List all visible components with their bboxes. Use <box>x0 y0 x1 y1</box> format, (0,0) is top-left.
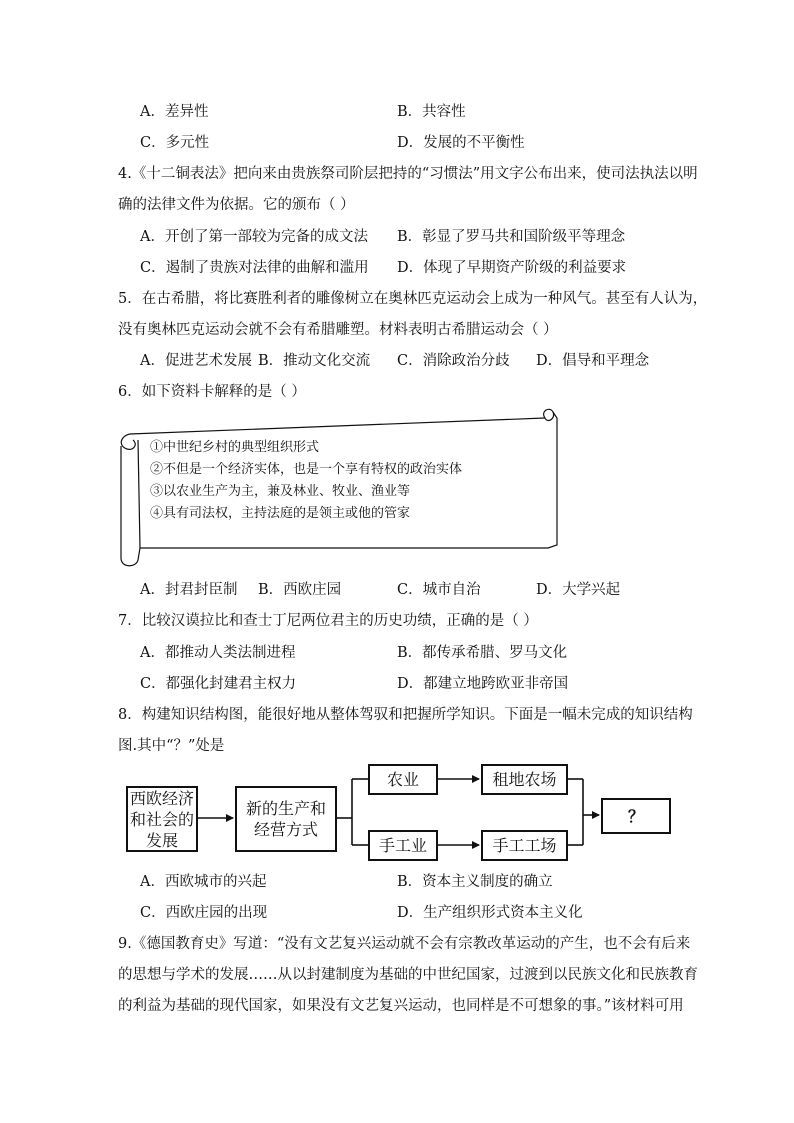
q6-option-d: D．大学兴起 <box>536 582 621 598</box>
q9-line3: 的利益为基础的现代国家，如果没有文艺复兴运动，也同样是不可想象的事。”该材料可用 <box>118 998 684 1014</box>
q6-option-b: B．西欧庄园 <box>258 582 342 598</box>
q5-stem-line2: 没有奥林匹克运动会就不会有希腊雕塑。材料表明古希腊运动会（ ） <box>118 322 558 338</box>
card-line-2: ②不但是一个经济实体，也是一个享有特权的政治实体 <box>150 462 463 477</box>
q4-stem-line2: 确的法律文件为依据。它的颁布（ ） <box>118 197 355 213</box>
q3-option-d: D．发展的不平衡性 <box>397 135 525 151</box>
q4-stem-line1: 4.《十二铜表法》把向来由贵族祭司阶层把持的“习惯法”用文字公布出来，使司法执法以明 <box>118 166 698 182</box>
card-line-3: ③以农业生产为主，兼及林业、牧业、渔业等 <box>150 484 411 499</box>
q5-option-a: A．促进艺术发展 <box>140 353 252 369</box>
diagram-box-new-production: 新的生产和经营方式 <box>235 786 337 852</box>
q5-stem-line1: 5．在古希腊，将比赛胜利者的雕像树立在奥林匹克运动会上成为一种风气。甚至有人认为， <box>118 291 708 307</box>
q9-line2: 的思想与学术的发展……从以封建制度为基础的中世纪国家，过渡到以民族文化和民族教育 <box>118 967 698 983</box>
q7-option-d: D．都建立地跨欧亚非帝国 <box>397 676 569 692</box>
q7-stem: 7．比较汉谟拉比和查士丁尼两位君主的历史功绩，正确的是（ ） <box>118 613 538 629</box>
q4-option-d: D．体现了早期资产阶级的利益要求 <box>397 260 627 276</box>
q6-stem: 6．如下资料卡解释的是（ ） <box>118 384 306 400</box>
q8-option-d: D．生产组织形式资本主义化 <box>397 905 583 921</box>
card-line-1: ①中世纪乡村的典型组织形式 <box>150 440 320 455</box>
q9-line1: 9.《德国教育史》写道：“没有文艺复兴运动就不会有宗教改革运动的产生，也不会有后来 <box>118 936 691 952</box>
q3-option-c: C．多元性 <box>140 135 210 151</box>
q7-option-b: B．都传承希腊、罗马文化 <box>397 645 568 661</box>
diagram-box-workshop: 手工工场 <box>481 830 568 861</box>
q5-option-c: C．消除政治分歧 <box>397 353 510 369</box>
q5-option-d: D．倡导和平理念 <box>536 353 650 369</box>
q6-option-c: C．城市自治 <box>397 582 481 598</box>
q4-option-b: B．彰显了罗马共和国阶级平等理念 <box>397 229 626 245</box>
q3-option-b: B．共容性 <box>397 104 466 120</box>
q5-option-b: B．推动文化交流 <box>258 353 371 369</box>
diagram-box-unknown: ？ <box>601 798 671 834</box>
q6-option-a: A．封君封臣制 <box>140 582 238 598</box>
diagram-box-agriculture: 农业 <box>368 764 438 795</box>
q7-option-a: A．都推动人类法制进程 <box>140 645 296 661</box>
q8-option-b: B．资本主义制度的确立 <box>397 874 553 890</box>
diagram-box-handicraft: 手工业 <box>368 830 438 861</box>
q4-option-a: A．开创了第一部较为完备的成文法 <box>140 229 368 245</box>
q8-option-c: C．西欧庄园的出现 <box>140 905 268 921</box>
q8-stem-line2: 图.其中“？”处是 <box>118 738 225 754</box>
q8-stem-line1: 8．构建知识结构图，能很好地从整体驾驭和把握所学知识。下面是一幅未完成的知识结构 <box>118 707 693 723</box>
q3-option-a: A．差异性 <box>140 104 209 120</box>
diagram-box-economy-society: 西欧经济和社会的发展 <box>126 786 198 852</box>
card-line-4: ④具有司法权，主持法庭的是领主或他的管家 <box>150 506 411 521</box>
q8-option-a: A．西欧城市的兴起 <box>140 874 267 890</box>
q7-option-c: C．都强化封建君主权力 <box>140 676 297 692</box>
q4-option-c: C．遏制了贵族对法律的曲解和滥用 <box>140 260 369 276</box>
diagram-box-tenant-farm: 租地农场 <box>481 764 568 795</box>
